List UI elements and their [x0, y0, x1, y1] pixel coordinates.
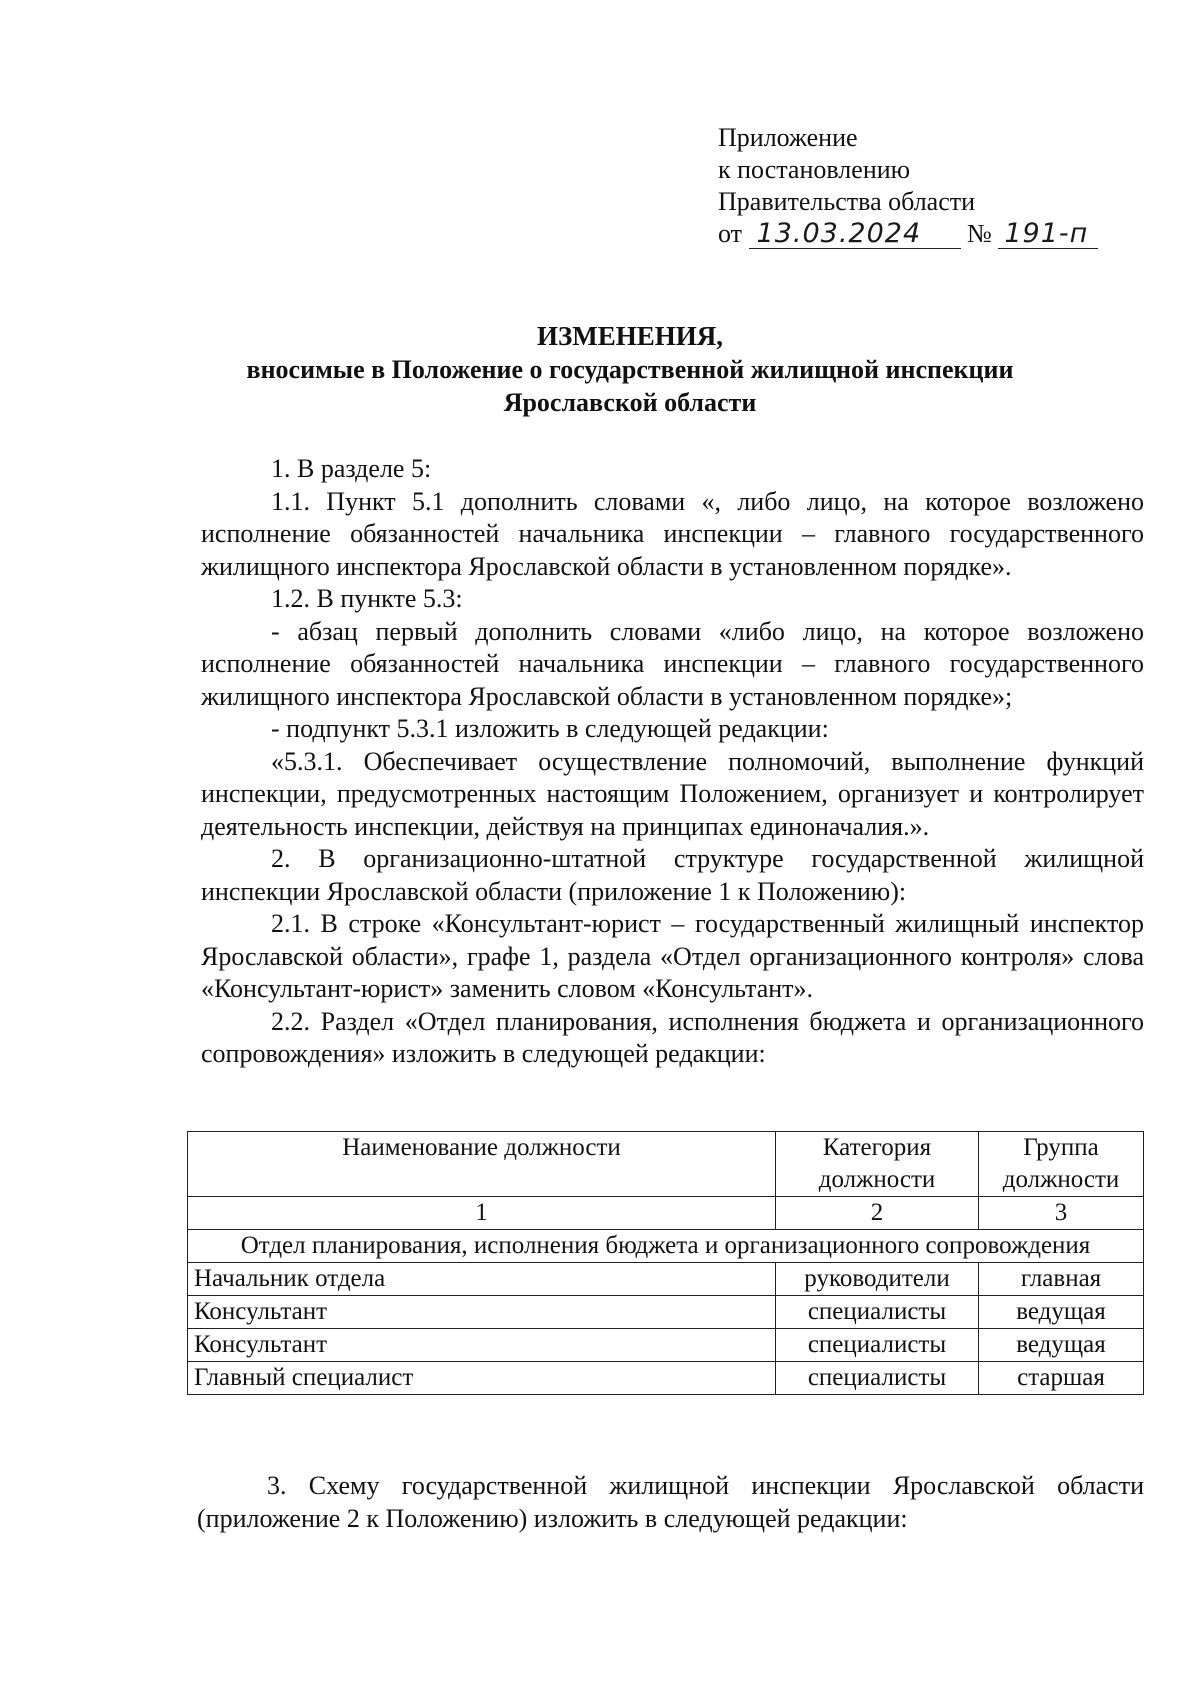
paragraph-abzac: - абзац первый дополнить словами «либо лицо, на которое возложено исполнение обязанностей начальника инспекции – главного государственного жилищного инспектора Ярославской области в установленном порядке»;: [201, 616, 1144, 711]
table-row: [188, 1296, 1144, 1329]
table-number-row: [188, 1197, 1144, 1230]
table-row: [188, 1329, 1144, 1362]
paragraph-1: 1. В разделе 5:: [271, 454, 432, 483]
approval-header: [718, 122, 1138, 250]
number-prefix: №: [967, 219, 992, 248]
header-position: Наименование должности: [188, 1132, 776, 1197]
row-4-position: Главный специалист: [188, 1362, 776, 1395]
row-3-position: Консультант: [188, 1329, 776, 1362]
row-3-group: ведущая: [979, 1329, 1144, 1362]
header-line-government: Правительства области: [718, 187, 976, 216]
row-1-group: главная: [979, 1263, 1144, 1296]
row-1-position: Начальник отдела: [188, 1263, 776, 1296]
document-body-continued: [197, 1470, 1144, 1535]
handwritten-number: 191-п: [998, 220, 1098, 249]
section-title: Отдел планирования, исполнения бюджета и организационного сопровождения: [188, 1230, 1144, 1263]
handwritten-date: 13.03.2024: [749, 220, 961, 249]
paragraph-podpunkt: - подпункт 5.3.1 изложить в следующей редакции:: [271, 714, 829, 743]
row-2-category: специалисты: [776, 1296, 979, 1329]
header-group: Группа должности: [979, 1132, 1144, 1197]
header-line-resolution: к постановлению: [718, 155, 911, 184]
title-line-2: вносимые в Положение о государственной жилищной инспекции: [246, 355, 1014, 384]
row-4-group: старшая: [979, 1362, 1144, 1395]
staff-structure-table: [187, 1131, 1144, 1395]
row-3-category: специалисты: [776, 1329, 979, 1362]
paragraph-3: 3. Схему государственной жилищной инспекции Ярославской области (приложение 2 к Положению) изложить в следующей редакции:: [197, 1471, 1144, 1533]
title-line-3: Ярославской области: [503, 388, 757, 417]
header-line-appendix: Приложение: [718, 123, 858, 152]
table-header-row: [188, 1132, 1144, 1197]
col-number-3: 3: [979, 1197, 1144, 1230]
header-category: Категория должности: [776, 1132, 979, 1197]
paragraph-2-2: 2.2. Раздел «Отдел планирования, исполнения бюджета и организационного сопровождения» изложить в следующей редакции:: [201, 1006, 1144, 1068]
document-title: [130, 320, 1130, 419]
row-4-category: специалисты: [776, 1362, 979, 1395]
col-number-2: 2: [776, 1197, 979, 1230]
row-2-position: Консультант: [188, 1296, 776, 1329]
paragraph-2-1: 2.1. В строке «Консультант-юрист – государственный жилищный инспектор Ярославской области», графе 1, раздела «Отдел организационного контроля» слова «Консультант-юрист» заменить словом «Консультант».: [201, 909, 1144, 1003]
title-line-1: ИЗМЕНЕНИЯ,: [536, 321, 723, 351]
row-1-category: руководители: [776, 1263, 979, 1296]
paragraph-5-3-1: «5.3.1. Обеспечивает осуществление полномочий, выполнение функций инспекции, предусмотренных настоящим Положением, организует и контролирует деятельность инспекции, действуя на принципах единоначалия.».: [201, 746, 1144, 841]
date-number-line: [718, 218, 1138, 250]
date-prefix: от: [718, 219, 743, 248]
row-2-group: ведущая: [979, 1296, 1144, 1329]
col-number-1: 1: [188, 1197, 776, 1230]
paragraph-1-1: 1.1. Пункт 5.1 дополнить словами «, либо лицо, на которое возложено исполнение обязанностей начальника инспекции – главного государственного жилищного инспектора Ярославской области в установленном порядке».: [201, 486, 1144, 581]
table-row: [188, 1263, 1144, 1296]
paragraph-2: 2. В организационно-штатной структуре государственной жилищной инспекции Ярославской области (приложение 1 к Положению):: [201, 844, 1144, 906]
paragraph-1-2: 1.2. В пункте 5.3:: [271, 584, 463, 613]
document-body: [201, 453, 1144, 1071]
table-section-row: [188, 1230, 1144, 1263]
table-row: [188, 1362, 1144, 1395]
